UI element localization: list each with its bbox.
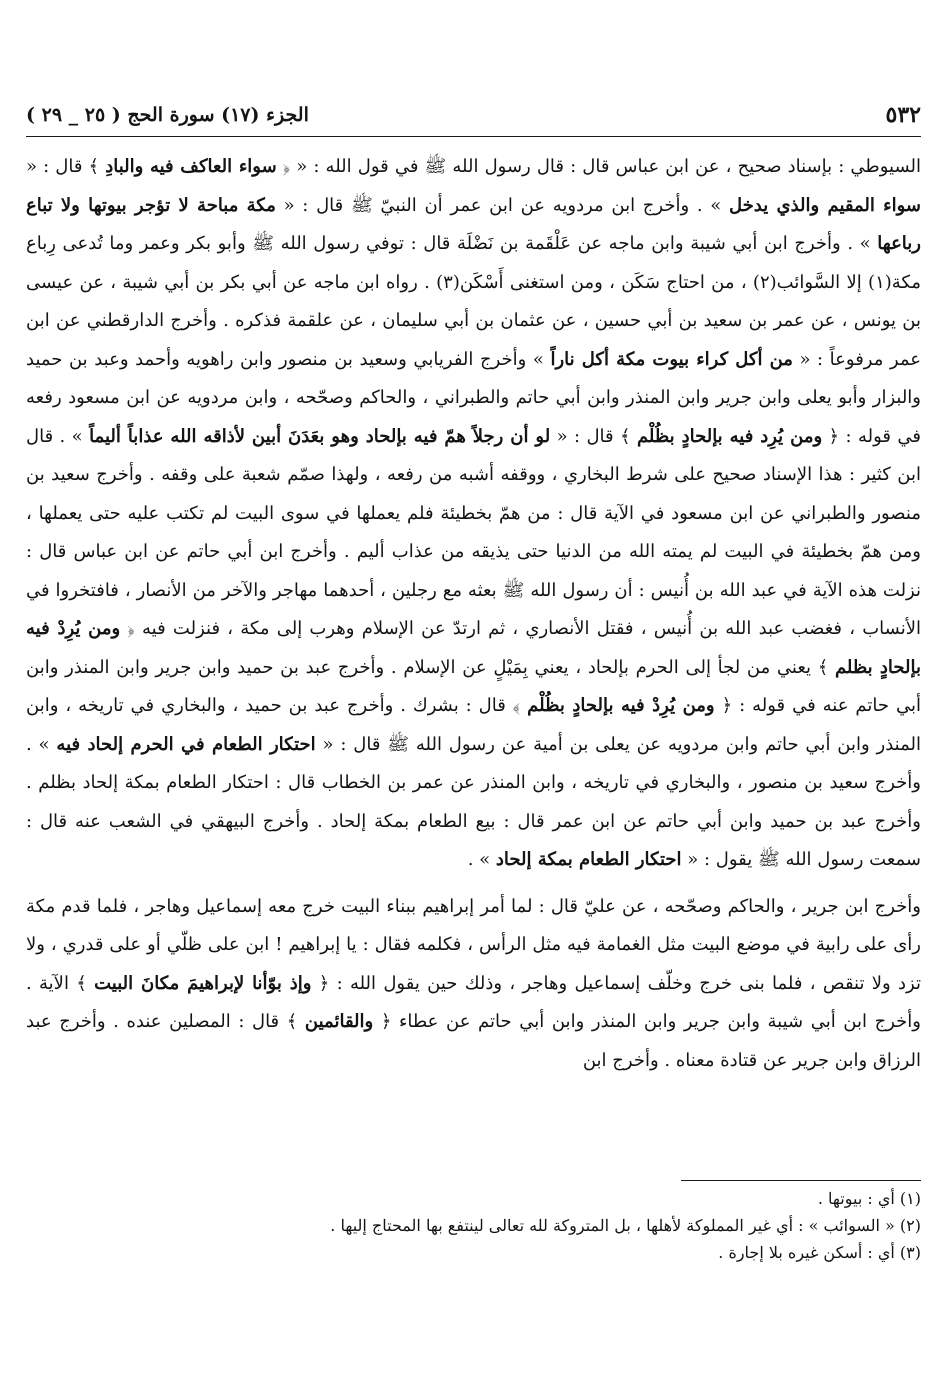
quoted-text: ومن يُرِد فيه بإلحادٍ بظُلْم xyxy=(636,425,823,447)
text-run: ﴾ يعني من لجأ إلى الحرم بإلحاد ، يعني بِمَيْلٍ عن الإسلام . وأخرج عبد بن حميد وابن جرير وابن المنذر وابن أبي حاتم عنه في قوله : ﴿ xyxy=(26,656,921,716)
quoted-text: احتكار الطعام بمكة إلحاد xyxy=(495,849,682,870)
text-run: » . xyxy=(467,849,496,870)
text-run: » . وأخرج ابن مردويه عن ابن عمر أن النبيّ ﷺ قال : « xyxy=(275,194,730,216)
quoted-text: سواء العاكف فيه والبادِ xyxy=(105,156,277,177)
text-run: وأخرج ابن جرير ، والحاكم وصحّحه ، عن عليّ قال : لما أمر إبراهيم ببناء البيت خرج معه إسماعيل وهاجر ، فلما قدم مكة رأى على رابية في موضع البيت مثل الغمامة فيه مثل الرأس ، فكلمه فقال : يا إبراهيم ! ابن على ظلّي أو على قدري ، ولا تزد ولا تنقص ، فلما بنى خرج وخلّف إسماعيل وهاجر ، وذلك حين يقول الله : ﴿ xyxy=(26,895,922,994)
footnote-1: (١) أي : بيوتها . xyxy=(817,1189,921,1208)
paragraph xyxy=(26,148,921,880)
text-run: السيوطي : بإسناد صحيح ، عن ابن عباس قال : قال رسول الله ﷺ في قول الله : « ﴿ xyxy=(276,156,922,177)
text-run: ﴾ قال : بشرك . وأخرج عبد بن حميد ، والبخاري في تاريخه ، وابن المنذر وابن أبي حاتم وابن مردويه عن يعلى بن أمية عن رسول الله ﷺ قال : « xyxy=(26,695,921,755)
text-run: ﴾ قال : « xyxy=(550,425,637,447)
quoted-text: ومن يُرِدْ فيه بإلحادٍ بظُلْم xyxy=(527,695,715,716)
footnotes xyxy=(26,1186,921,1267)
quoted-text: ومن يُرِدْ فيه بإلحادٍ بظلم xyxy=(26,618,921,678)
quoted-text: مكة مباحة لا تؤجر بيوتها ولا تباع رباعها xyxy=(26,194,921,254)
text-run: » وأخرج الفريابي وسعيد بن منصور وابن راهويه وأحمد وعبد بن حميد والبزار وأبو يعلى وابن جرير وابن المنذر وابن أبي حاتم والطبراني ، والحاكم وصحّحه ، وابن مردويه عن ابن مسعود رفعه في قوله : ﴿ xyxy=(26,348,921,447)
text-run: » . وأخرج ابن أبي شيبة وابن ماجه عن عَلْقَمة بن نَضْلَة قال : توفي رسول الله ﷺ وأبو بكر وعمر وما تُدعى رِباع مكة(١) إلا السَّوائب(٢) ، من احتاج سَكَن ، ومن استغنى أَسْكَن(٣) . رواه ابن ماجه عن أبي بكر بن أبي شيبة ، عن عيسى بن يونس ، عن عمر بن سعيد بن أبي حسين ، عن عثمان بن أبي سليمان ، عن علقمة فذكره . وأخرج الدارقطني عن ابن عمر مرفوعاً : « xyxy=(26,233,922,370)
quoted-text: احتكار الطعام في الحرم إلحاد فيه xyxy=(56,733,316,755)
paragraph xyxy=(26,888,921,1081)
quoted-text: لو أن رجلاً همّ فيه بإلحاد وهو بعَدَنَ أبين لأذاقه الله عذاباً أليماً xyxy=(89,425,551,447)
text-run: ﴾ الآية . وأخرج ابن أبي شيبة وابن جرير وابن المنذر وابن أبي حاتم عن عطاء ﴿ xyxy=(26,972,921,1032)
footnote-divider xyxy=(681,1180,921,1181)
main-text xyxy=(26,148,921,1080)
quoted-text: من أكل كراء بيوت مكة أكل ناراً xyxy=(550,348,793,370)
footnote-2: (٢) « السوائب » : أي غير المملوكة لأهلها ، بل المتروكة لله تعالى لينتفع بها المحتاج إليها . xyxy=(330,1216,921,1235)
footnote-3: (٣) أي : أسكن غيره بلا إجارة . xyxy=(718,1243,921,1262)
quoted-text: والقائمين xyxy=(304,1011,374,1032)
text-run: » . وأخرج سعيد بن منصور ، والبخاري في تاريخه ، وابن المنذر عن عمر بن الخطاب قال : احتكار الطعام بمكة إلحاد بظلم . وأخرج عبد بن حميد وابن أبي حاتم عن ابن عمر قال : بيع الطعام بمكة إلحاد . وأخرج البيهقي في الشعب عنه قال : سمعت رسول الله ﷺ يقول : « xyxy=(26,733,921,870)
text-run: ﴾ قال : « xyxy=(26,156,106,177)
text-run: ﴾ قال : المصلين عنده . وأخرج عبد الرزاق وابن جرير عن قتادة معناه . وأخرج ابن xyxy=(26,1011,921,1071)
quoted-text: وإذ بوّأنا لإبراهيمَ مكانَ البيت xyxy=(94,972,312,994)
running-head: الجزء (١٧) سورة الحج ( ٢٥ _ ٢٩ ) xyxy=(26,104,309,126)
text-run: » . قال ابن كثير : هذا الإسناد صحيح على شرط البخاري ، ووقفه أشبه من رفعه ، ولهذا صمّم شعبة على وقفه . وأخرج سعيد بن منصور والطبراني عن ابن مسعود في الآية قال : من همّ بخطيئة فلم يعملها في سوى البيت لم تكتب عليه حتى يعملها ، ومن همّ بخطيئة في البيت لم يمته الله من الدنيا حتى يذيقه من عذاب أليم . وأخرج ابن أبي حاتم عن ابن عباس قال : نزلت هذه الآية في عبد الله بن أُنيس : أن رسول الله ﷺ بعثه مع رجلين ، أحدهما مهاجر والآخر من الأنصار ، فافتخروا في الأنساب ، فغضب عبد الله بن أُنيس ، فقتل الأنصاري ، ثم ارتدّ عن الإسلام وهرب إلى مكة ، فنزلت فيه ﴿ xyxy=(26,425,921,639)
page-header xyxy=(26,100,921,137)
quoted-text: سواء المقيم والذي يدخل xyxy=(729,194,921,216)
page-number: ٥٣٢ xyxy=(885,102,921,128)
